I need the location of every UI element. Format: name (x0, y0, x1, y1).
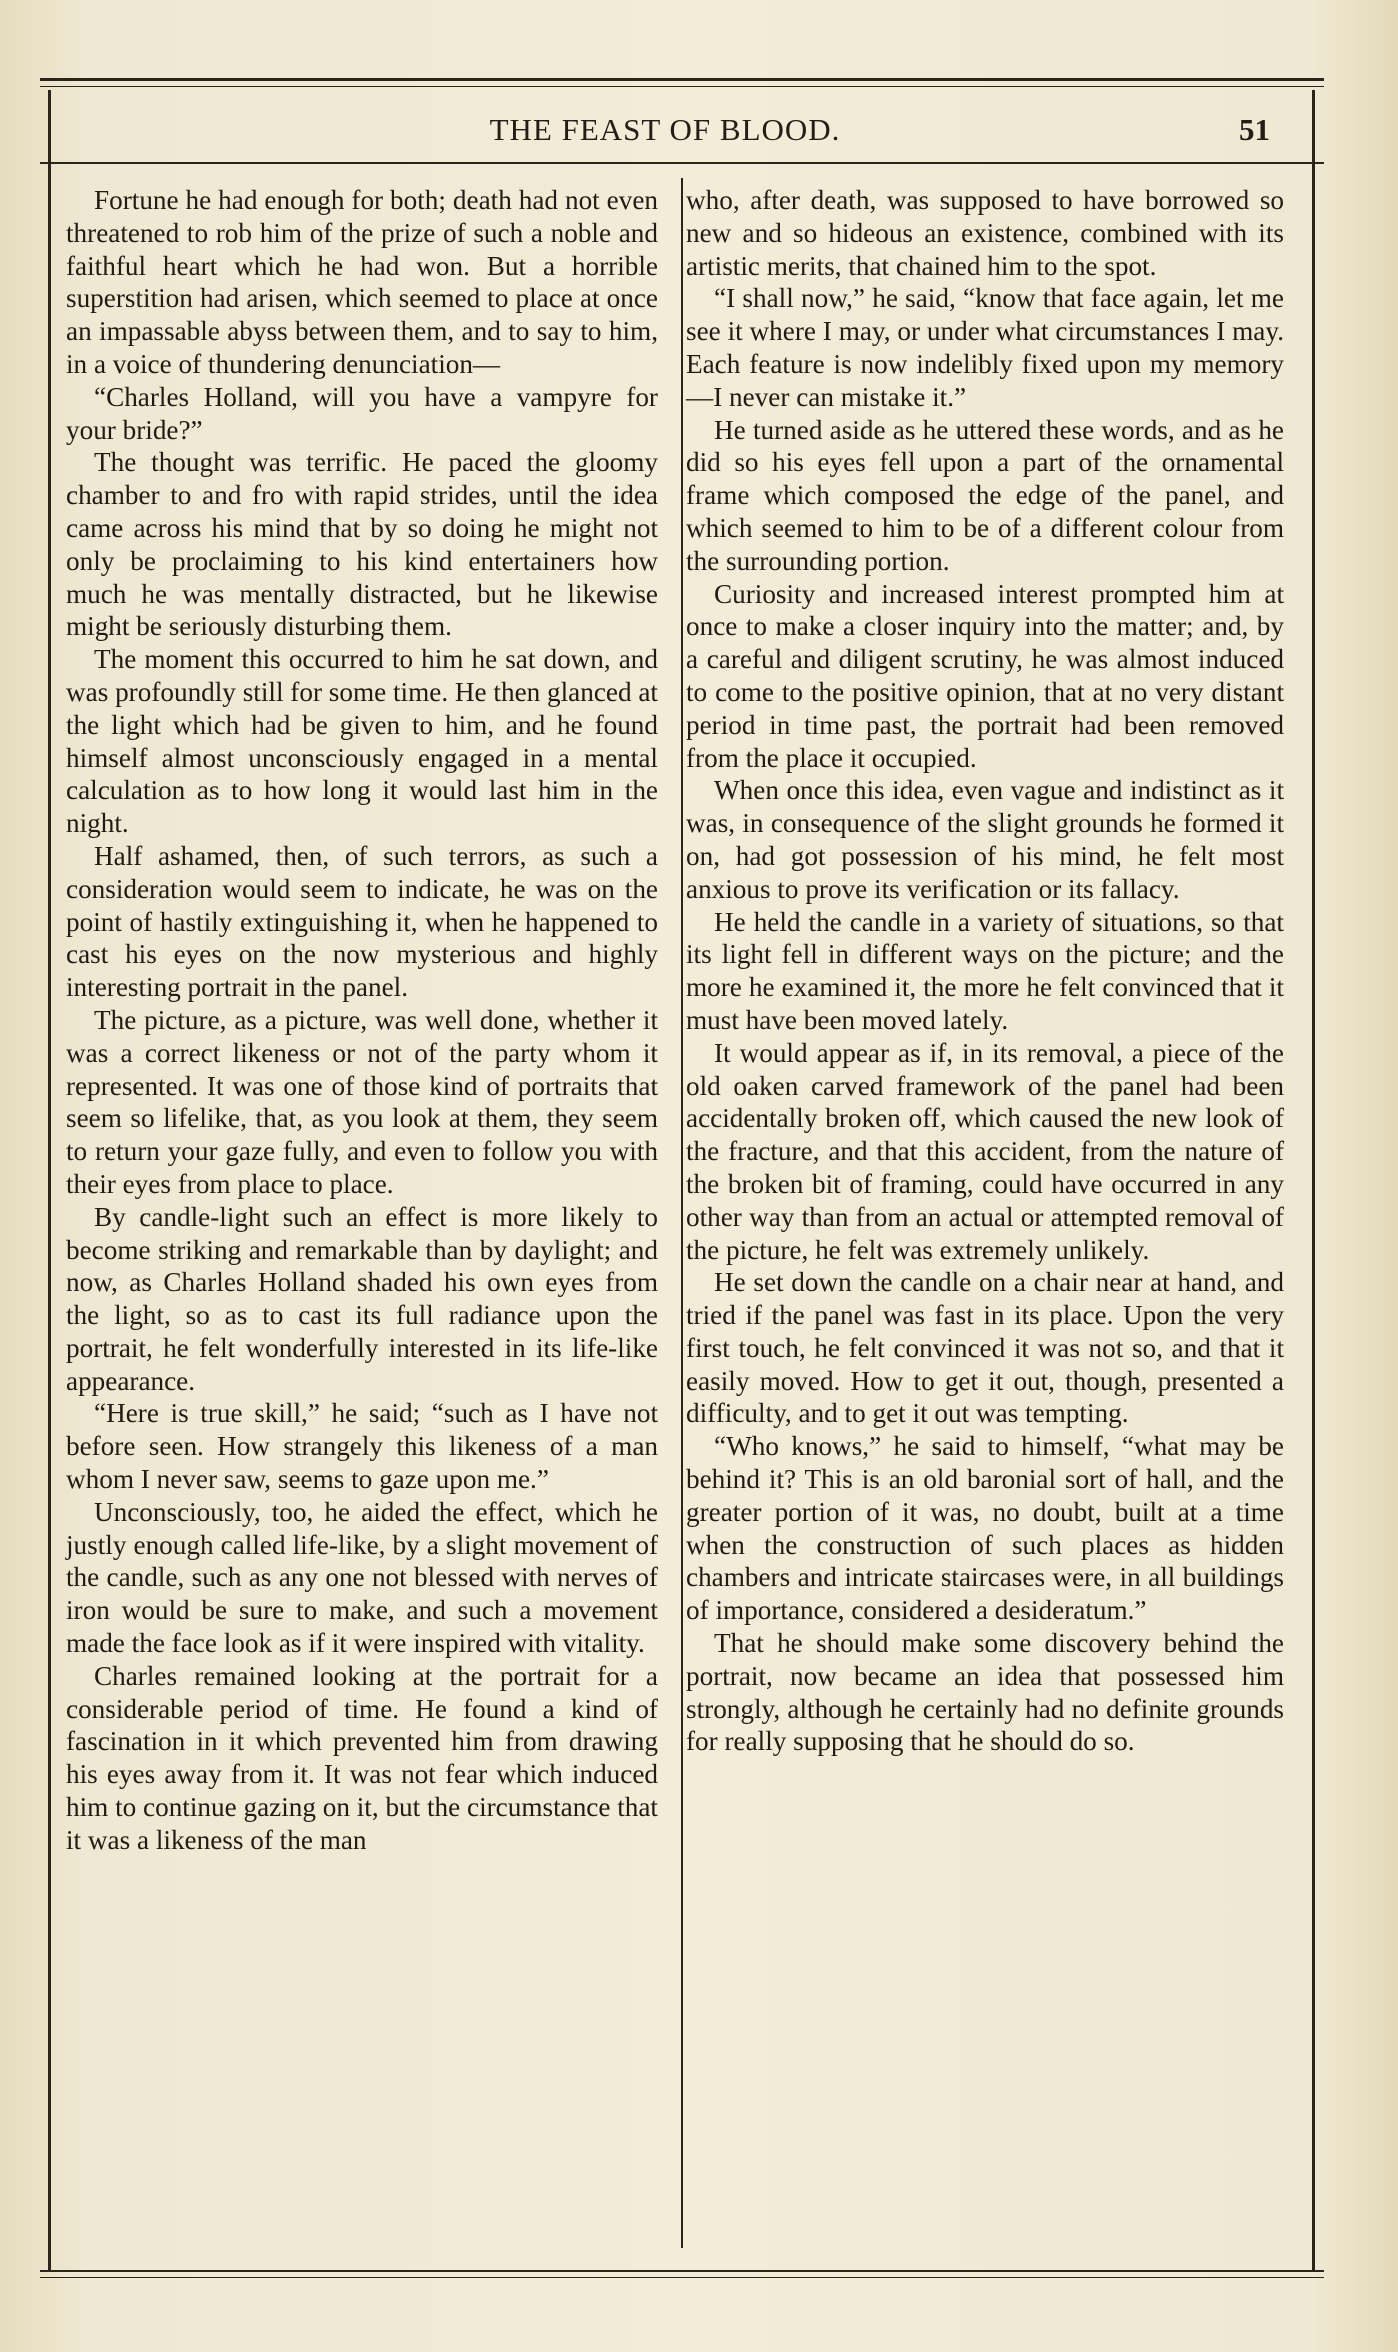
left-border-rule (48, 90, 51, 2270)
paragraph: “Charles Holland, will you have a vampyre for your bride?” (66, 381, 658, 445)
paragraph: He turned aside as he uttered these words, and as he did so his eyes fell upon a part of the ornamental frame which composed the edge of the panel, and which seemed to him to be of a different colour from the surrounding portion. (686, 414, 1284, 576)
column-divider (681, 178, 683, 2248)
paragraph: It would appear as if, in its removal, a piece of the old oaken carved framework of the panel had been accidentally broken off, which caused the new look of the fracture, and that this accident, from the nature of the broken bit of framing, could have occurred in any other way than from an actual or attempted removal of the picture, he felt was extremely unlikely. (686, 1037, 1284, 1265)
page-header (60, 108, 1270, 154)
right-column (686, 184, 1284, 1758)
header-rule (40, 162, 1324, 164)
page-number: 51 (1239, 112, 1270, 147)
paragraph: Half ashamed, then, of such terrors, as such a consideration would seem to indicate, he was on the point of hastily extinguishing it, when he happened to cast his eyes on the now mysterious and highly interesting portrait in the panel. (66, 840, 658, 1003)
running-title: THE FEAST OF BLOOD. (489, 112, 841, 147)
paragraph: He set down the candle on a chair near at hand, and tried if the panel was fast in its place. Upon the very first touch, he felt convinced it was not so, and that it easily moved. How to get it out, though, presented a difficulty, and to get it out was tempting. (686, 1267, 1284, 1429)
paragraph: “Here is true skill,” he said; “such as I have not before seen. How strangely this likeness of a man whom I never saw, seems to gaze upon me.” (66, 1398, 658, 1495)
bottom-border-rule (40, 2270, 1324, 2272)
paragraph: The picture, as a picture, was well done, whether it was a correct likeness or not of the party whom it represented. It was one of those kind of portraits that seem so lifelike, that, as you look at them, they seem to return your gaze fully, and even to follow you with their eyes from place to place. (66, 1004, 658, 1199)
paragraph: Fortune he had enough for both; death had not even threatened to rob him of the prize of such a noble and faithful heart which he had won. But a horrible superstition had arisen, which seemed to place at once an impassable abyss between them, and to say to him, in a voice of thundering denunciation— (66, 185, 658, 379)
right-border-rule (1312, 90, 1315, 2270)
paragraph: That he should make some discovery behind the portrait, now became an idea that possessed him strongly, although he certainly had no definite grounds for really supposing that he should do so. (686, 1628, 1284, 1757)
paragraph: Unconsciously, too, he aided the effect, which he justly enough called life-like, by a slight movement of the candle, such as any one not blessed with nerves of iron would be sure to make, and such a movement made the face look as if it were inspired with vitality. (66, 1496, 658, 1659)
paragraph-continuation: who, after death, was supposed to have borrowed so new and so hideous an existence, combined with its artistic merits, that chained him to the spot. (686, 185, 1284, 281)
paragraph: He held the candle in a variety of situations, so that its light fell in different ways on the picture; and the more he examined it, the more he felt convinced that it must have been moved lately. (686, 906, 1284, 1035)
paragraph: “I shall now,” he said, “know that face again, let me see it where I may, or under what circumstances I may. Each feature is now indelibly fixed upon my memory—I never can mistake it.” (686, 283, 1284, 412)
top-border-rule (40, 78, 1324, 81)
paragraph: The thought was terrific. He paced the gloomy chamber to and fro with rapid strides, until the idea came across his mind that by so doing he might not only be proclaiming to his kind entertainers how much he was mentally distracted, but he likewise might be seriously disturbing them. (66, 447, 658, 642)
bottom-border-rule-thin (40, 2277, 1324, 2278)
paragraph: When once this idea, even vague and indistinct as it was, in consequence of the slight grounds he formed it on, had got possession of his mind, he felt most anxious to prove its verification or its fallacy. (686, 775, 1284, 904)
paragraph: Charles remained looking at the portrait for a considerable period of time. He found a kind of fascination in it which prevented him from drawing his eyes away from it. It was not fear which induced him to continue gazing on it, but the circumstance that it was a likeness of the man (66, 1660, 658, 1855)
top-border-rule-thin (40, 86, 1324, 87)
paragraph: By candle-light such an effect is more likely to become striking and remarkable than by daylight; and now, as Charles Holland shaded his own eyes from the light, so as to cast its full radiance upon the portrait, he felt wonderfully interested in its life-like appearance. (66, 1201, 658, 1396)
paragraph: “Who knows,” he said to himself, “what may be behind it? This is an old baronial sort of hall, and the greater portion of it was, no doubt, built at a time when the construction of such places as hidden chambers and intricate staircases were, in all buildings of importance, considered a desideratum.” (686, 1431, 1284, 1626)
left-column (66, 184, 658, 1857)
paragraph: Curiosity and increased interest prompted him at once to make a closer inquiry into the matter; and, by a careful and diligent scrutiny, he was almost induced to come to the positive opinion, that at no very distant period in time past, the portrait had been removed from the place it occupied. (686, 578, 1284, 773)
paragraph: The moment this occurred to him he sat down, and was profoundly still for some time. He then glanced at the light which had be given to him, and he found himself almost unconsciously engaged in a mental calculation as to how long it would last him in the night. (66, 644, 658, 839)
